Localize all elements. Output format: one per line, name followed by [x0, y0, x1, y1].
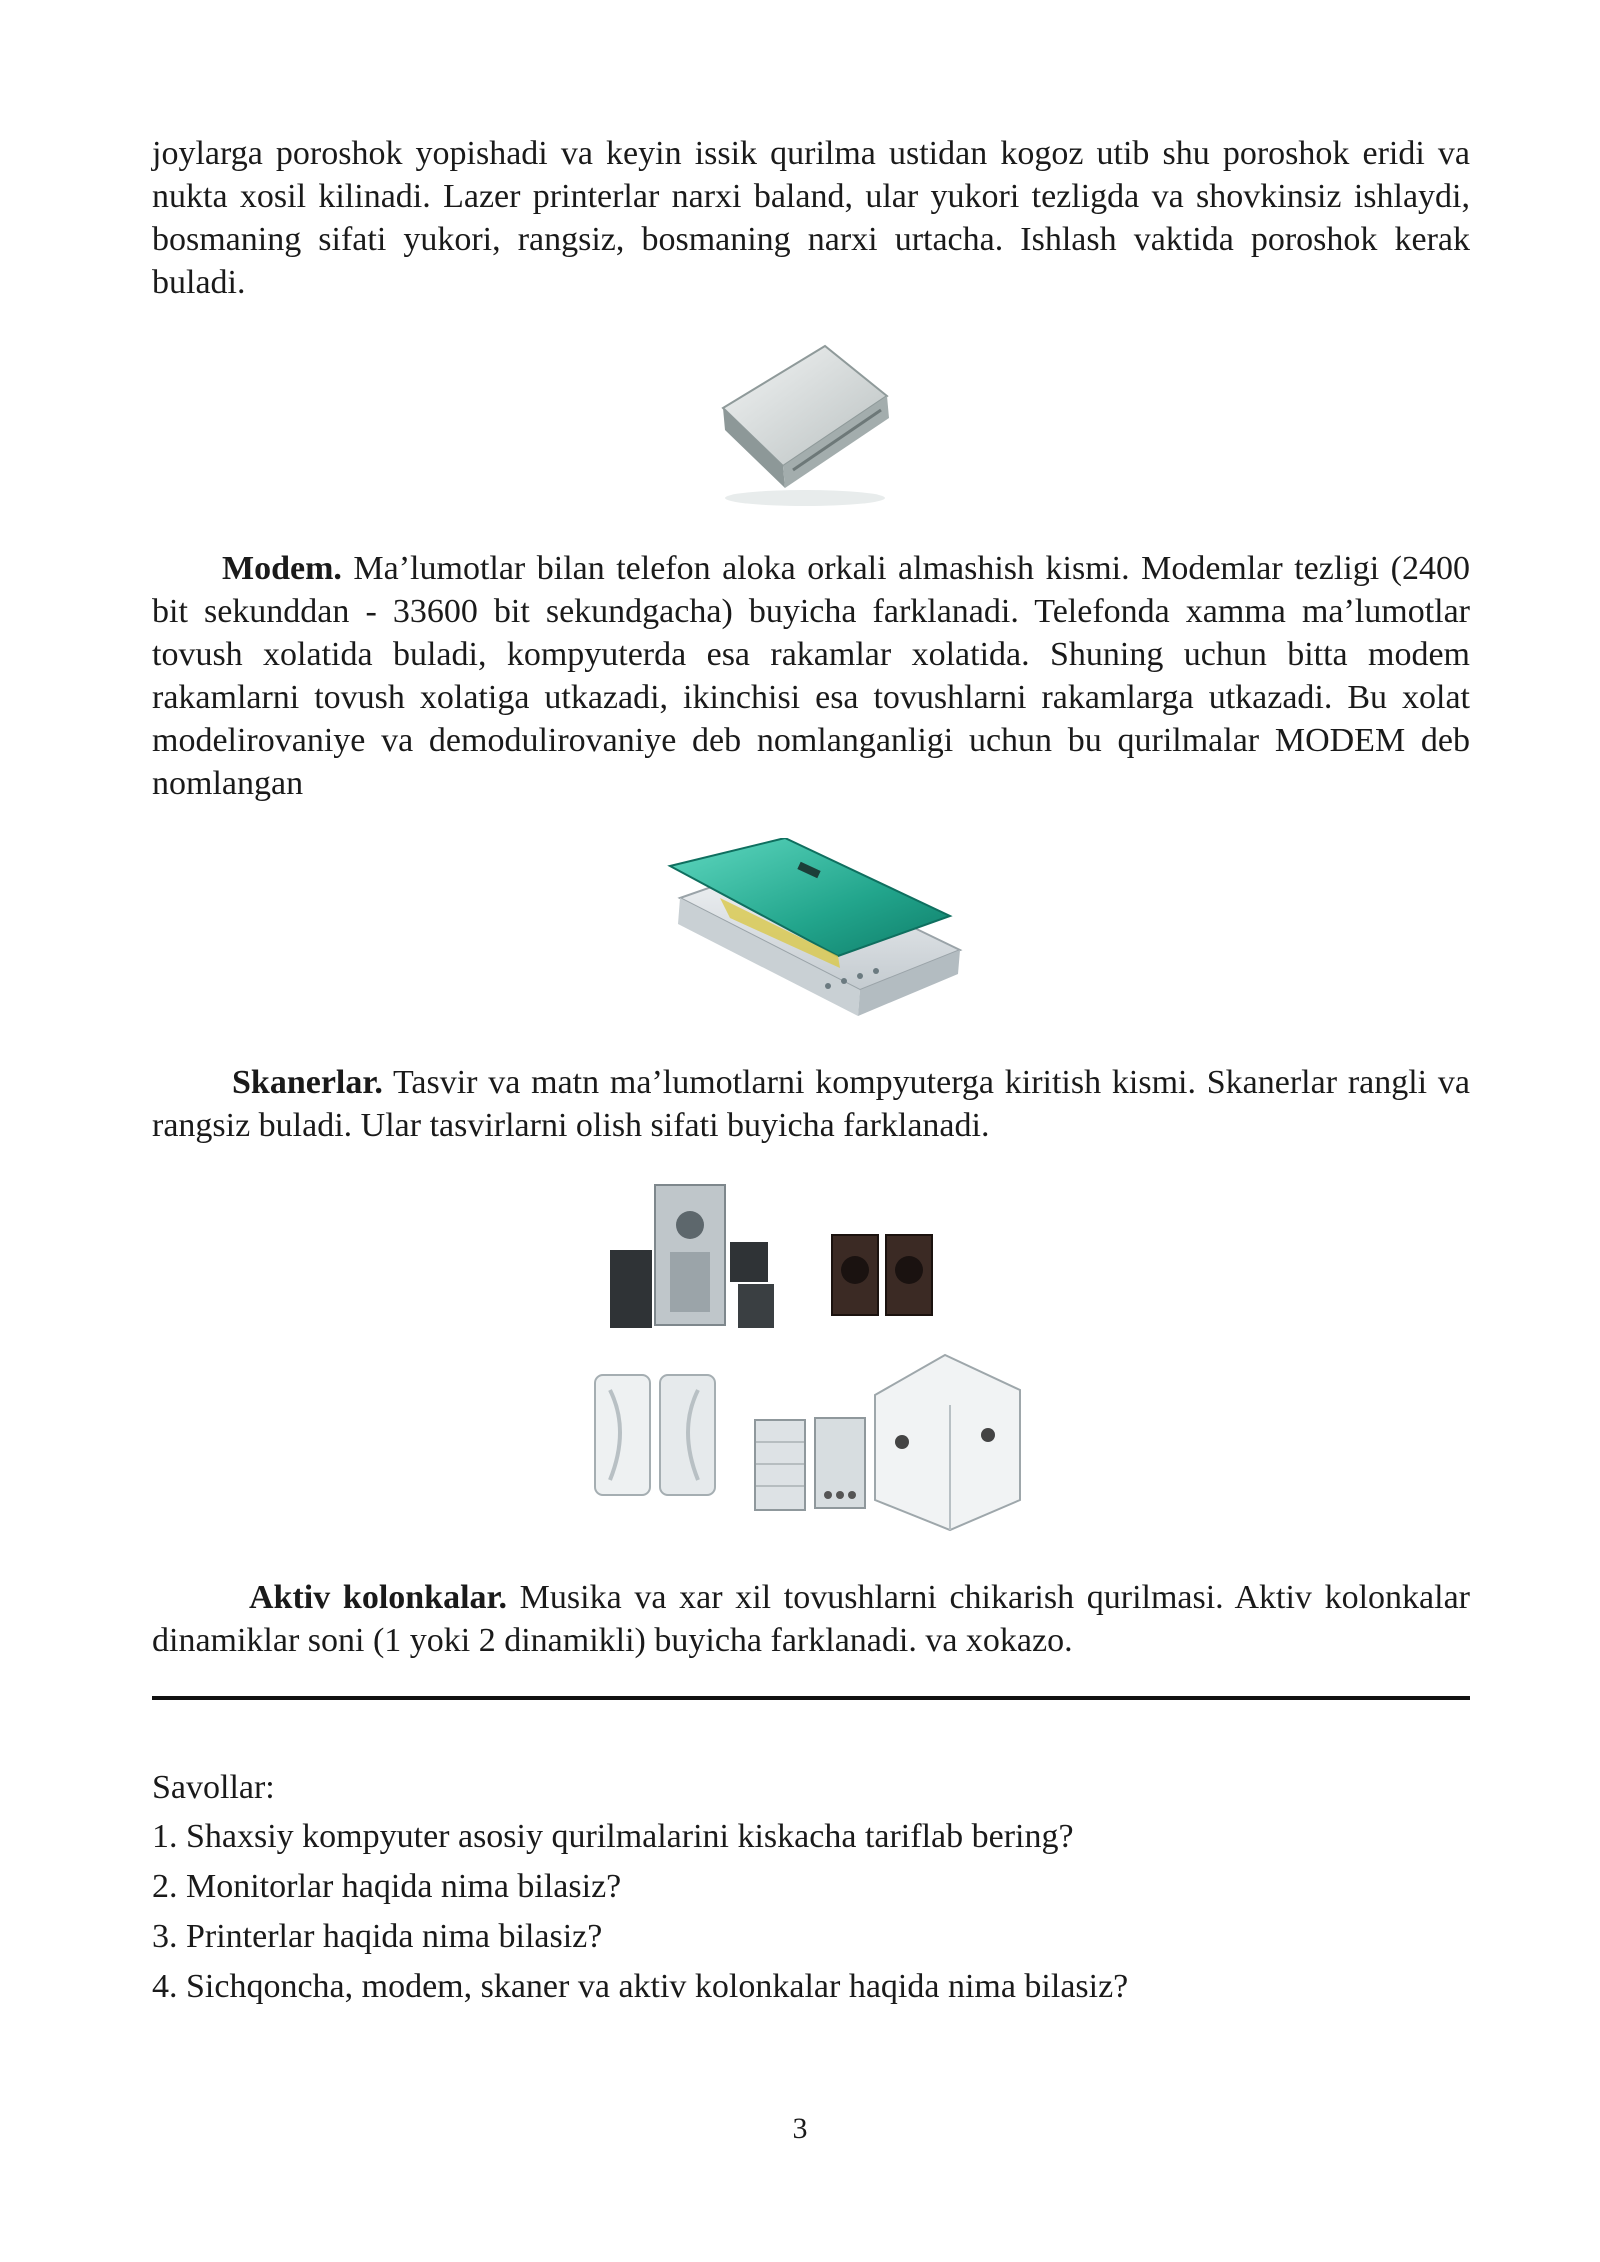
- page-number: 3: [792, 2112, 808, 2145]
- question-item: 4. Sichqoncha, modem, skaner va aktiv kolonkalar haqida nima bilasiz?: [152, 1968, 1129, 2005]
- question-item: 1. Shaxsiy kompyuter asosiy qurilmalarini kiskacha tariflab bering?: [152, 1818, 1074, 1855]
- speakers-paragraph: [152, 1576, 1470, 1662]
- scanner-text: Tasvir va matn ma’lumotlarni kompyuterga kiritish kismi. Skanerlar rangli va rangsiz buladi. Ular tasvirlarni olish sifati buyicha farklanadi.: [152, 1064, 1470, 1144]
- speakers-image: [590, 1180, 1040, 1538]
- question-item: 3. Printerlar haqida nima bilasiz?: [152, 1918, 603, 1955]
- laser-printer-paragraph: joylarga poroshok yopishadi va keyin issik qurilma ustidan kogoz utib shu poroshok eridi va nukta xosil kilinadi. Lazer printerlar narxi baland, ular yukori tezligda va shovkinsiz ishlaydi, bosmaning sifati yukori, rangsiz, bosmaning narxi urtacha. Ishlash vaktida poroshok kerak buladi.: [152, 135, 1470, 301]
- modem-heading: Modem.: [222, 550, 342, 587]
- speakers-text: Musika va xar xil tovushlarni chikarish qurilmasi. Aktiv kolonkalar dinamiklar soni (1 yoki 2 dinamikli) buyicha farklanadi. va xokazo.: [152, 1579, 1470, 1659]
- scanner-image: [660, 838, 965, 1023]
- modem-image: [705, 338, 905, 510]
- horizontal-rule: [152, 1696, 1470, 1700]
- speakers-heading: Aktiv kolonkalar.: [249, 1579, 507, 1616]
- modem-paragraph: [152, 547, 1470, 805]
- scanner-paragraph: [152, 1061, 1470, 1147]
- modem-text: Ma’lumotlar bilan telefon aloka orkali almashish kismi. Modemlar tezligi (2400 bit sekunddan - 33600 bit sekundgacha) buyicha farklanadi. Telefonda xamma ma’lumotlar tovush xolatida buladi, kompyuterda esa rakamlar xolatida. Shuning uchun bitta modem rakamlarni tovush xolatiga utkazadi, ikinchisi esa tovushlarni rakamlarga utkazadi. Bu xolat modelirovaniye va demodulirovaniye deb nomlanganligi uchun bu qurilmalar MODEM deb nomlangan: [152, 550, 1470, 802]
- scanner-heading: Skanerlar.: [232, 1064, 383, 1101]
- question-item: 2. Monitorlar haqida nima bilasiz?: [152, 1868, 622, 1905]
- questions-title: Savollar:: [152, 1769, 275, 1806]
